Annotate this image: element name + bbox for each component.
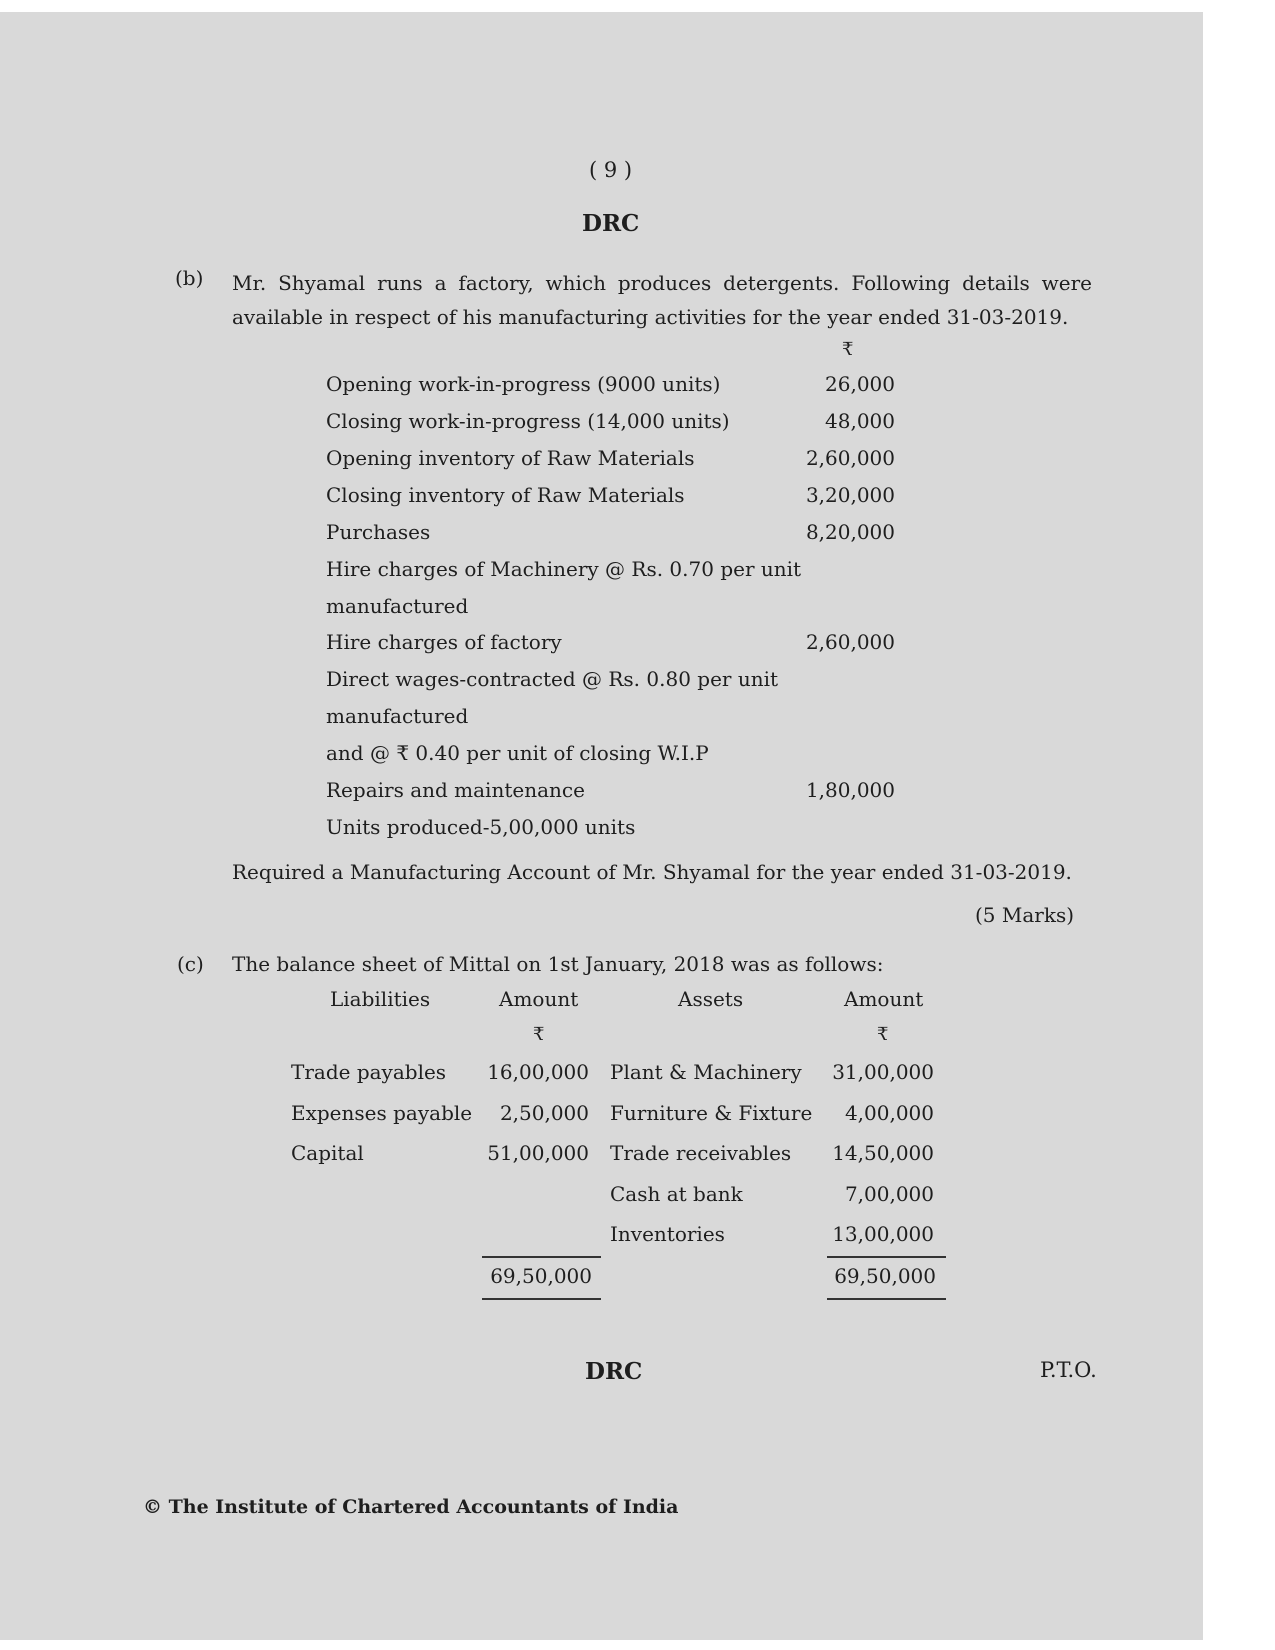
- liability-name: Trade payables: [291, 1060, 447, 1084]
- detail-amount: 48,000: [825, 409, 895, 433]
- asset-amount: 4,00,000: [844, 1101, 934, 1125]
- header-amount-liabilities: Amount: [499, 987, 579, 1011]
- detail-amount: 2,60,000: [805, 630, 895, 654]
- detail-label: Hire charges of factory: [326, 630, 562, 654]
- liability-amount: 16,00,000: [487, 1060, 589, 1084]
- detail-label: manufactured: [326, 704, 469, 728]
- liability-amount: 51,00,000: [487, 1141, 589, 1165]
- total-liabilities: 69,50,000: [490, 1264, 592, 1288]
- currency-header-b: ₹: [842, 339, 854, 360]
- asset-amount: 14,50,000: [832, 1141, 934, 1165]
- question-c-intro: The balance sheet of Mittal on 1st January, 2018 was as follows:: [232, 952, 884, 976]
- detail-amount: 8,20,000: [805, 520, 895, 544]
- detail-amount: 2,60,000: [805, 446, 895, 470]
- header-amount-assets: Amount: [844, 987, 924, 1011]
- detail-label: Units produced-5,00,000 units: [326, 815, 636, 839]
- question-label-b: (b): [175, 266, 204, 290]
- marks-b: (5 Marks): [975, 903, 1075, 927]
- header-liabilities: Liabilities: [330, 987, 431, 1011]
- detail-amount: 1,80,000: [805, 778, 895, 802]
- detail-label: Closing inventory of Raw Materials: [326, 483, 685, 507]
- copyright-notice: © The Institute of Chartered Accountants of India: [143, 1496, 679, 1518]
- asset-name: Plant & Machinery: [610, 1060, 802, 1084]
- detail-label: Closing work-in-progress (14,000 units): [326, 409, 730, 433]
- footer-code: DRC: [585, 1358, 643, 1385]
- asset-name: Inventories: [610, 1222, 725, 1246]
- detail-label: Repairs and maintenance: [326, 778, 585, 802]
- total-rule-top-liabilities: [482, 1256, 601, 1258]
- total-rule-bottom-liabilities: [482, 1298, 601, 1300]
- total-rule-bottom-assets: [827, 1298, 946, 1300]
- detail-amount: 3,20,000: [805, 483, 895, 507]
- currency-liabilities: ₹: [533, 1024, 545, 1045]
- question-label-c: (c): [177, 952, 204, 976]
- detail-label: Purchases: [326, 520, 431, 544]
- header-assets: Assets: [678, 987, 744, 1011]
- header-code: DRC: [582, 210, 640, 237]
- asset-name: Cash at bank: [610, 1182, 743, 1206]
- total-assets: 69,50,000: [834, 1264, 936, 1288]
- pto-note: P.T.O.: [1040, 1358, 1097, 1382]
- liability-name: Expenses payable: [291, 1101, 473, 1125]
- currency-assets: ₹: [877, 1024, 889, 1045]
- page-number: ( 9 ): [589, 158, 633, 182]
- detail-label: Opening work-in-progress (9000 units): [326, 372, 721, 396]
- asset-amount: 7,00,000: [844, 1182, 934, 1206]
- asset-amount: 13,00,000: [832, 1222, 934, 1246]
- detail-label: Direct wages-contracted @ Rs. 0.80 per unit: [326, 667, 779, 691]
- detail-label: manufactured: [326, 594, 469, 618]
- detail-label: Hire charges of Machinery @ Rs. 0.70 per unit: [326, 557, 802, 581]
- requirement-b: Required a Manufacturing Account of Mr. Shyamal for the year ended 31-03-2019.: [232, 860, 1072, 884]
- liability-amount: 2,50,000: [499, 1101, 589, 1125]
- liability-name: Capital: [291, 1141, 364, 1165]
- asset-amount: 31,00,000: [832, 1060, 934, 1084]
- detail-label: and @ ₹ 0.40 per unit of closing W.I.P: [326, 741, 709, 765]
- detail-amount: 26,000: [825, 372, 895, 396]
- asset-name: Trade receivables: [610, 1141, 792, 1165]
- asset-name: Furniture & Fixture: [610, 1101, 813, 1125]
- total-rule-top-assets: [827, 1256, 946, 1258]
- question-b-intro: Mr. Shyamal runs a factory, which produces detergents. Following details were available in respect of his manufacturing activities for the year ended 31-03-2019.: [232, 271, 1092, 329]
- detail-label: Opening inventory of Raw Materials: [326, 446, 695, 470]
